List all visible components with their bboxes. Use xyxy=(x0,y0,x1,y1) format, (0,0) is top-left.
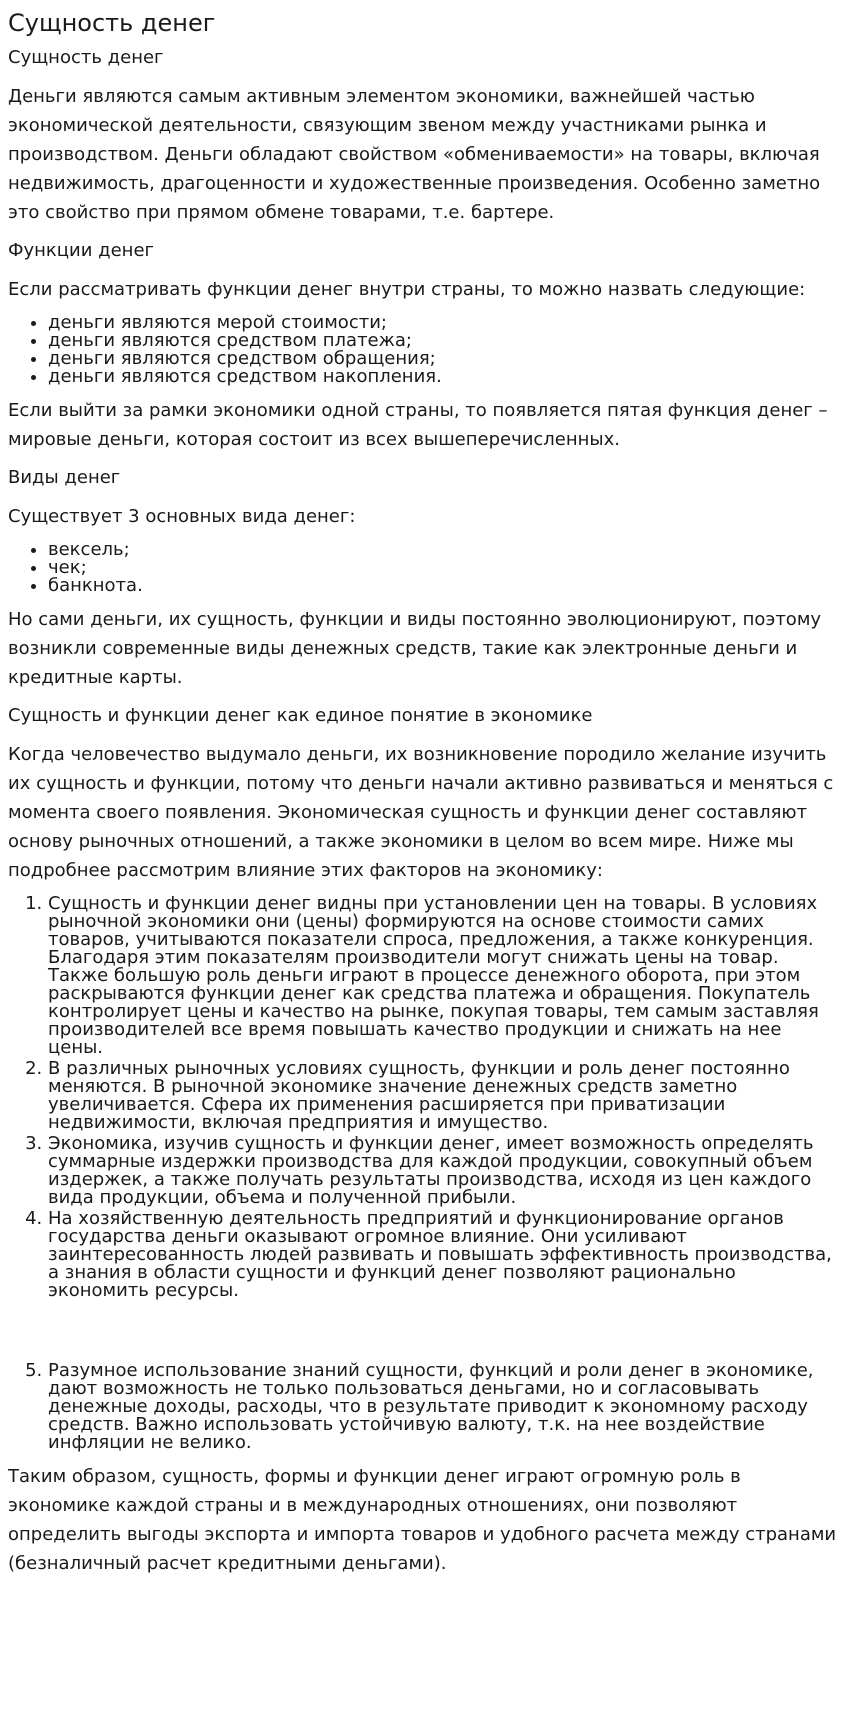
list-item: • деньги являются средством платежа; xyxy=(48,332,839,350)
list-item: 1. Сущность и функции денег видны при установлении цен на товары. В условиях рыночной экономики они (цены) формируются на основе стоимости самих товаров, учитываются показатели спроса, предложения, а также конкуренция. Благодаря этим показателям производители могут снижать цены на товар. Также большую роль деньги играют в процессе денежного оборота, при этом раскрываются функции денег как средства платежа и обращения. Покупатель контролирует цены и качество на рынке, покупая товары, тем самым заставляя производителей все время повышать качество продукции и снижать на нее цены. xyxy=(48,895,839,1057)
paragraph-types-intro: Существует 3 основных вида денег: xyxy=(8,506,356,527)
paragraph-conclusion: Таким образом, сущность, формы и функции денег играют огромную роль в экономике каждой страны и в международных отношениях, они позволяют определить выгоды экспорта и импорта товаров и удобного расчета между странами (безналичный расчет кредитными деньгами). xyxy=(8,1466,837,1574)
list-item: 4. На хозяйственную деятельность предприятий и функционирование органов государства деньги оказывают огромное влияние. Они усиливают заинтересованность людей развивать и повышать эффективность производства, а знания в области сущности и функций денег позволяют рационально экономить ресурсы. xyxy=(48,1210,839,1300)
paragraph-essence: Деньги являются самым активным элементом экономики, важнейшей частью экономической деятельности, связующим звеном между участниками рынка и производством. Деньги обладают свойством «обмениваемости» на товары, включая недвижимость, драгоценности и художественные произведения. Особенно заметно это свойство при прямом обмене товарами, т.е. бартере. xyxy=(8,86,821,223)
section-heading-unified: Сущность и функции денег как единое понятие в экономике xyxy=(8,705,593,726)
paragraph-types-outro: Но сами деньги, их сущность, функции и виды постоянно эволюционируют, поэтому возникли современные виды денежных средств, такие как электронные деньги и кредитные карты. xyxy=(8,609,822,688)
list-item: • деньги являются средством обращения; xyxy=(48,350,839,368)
impact-list xyxy=(8,895,839,1452)
paragraph-unified-intro: Когда человечество выдумало деньги, их возникновение породило желание изучить их сущность и функции, потому что деньги начали активно развиваться и меняться с момента своего появления. Экономическая сущность и функции денег составляют основу рыночных отношений, а также экономики в целом во всем мире. Ниже мы подробнее рассмотрим влияние этих факторов на экономику: xyxy=(8,744,834,881)
section-heading-types: Виды денег xyxy=(8,467,121,488)
types-list xyxy=(8,541,839,595)
functions-list xyxy=(8,314,839,386)
list-item: 5. Разумное использование знаний сущности, функций и роли денег в экономике, дают возможность не только пользоваться деньгами, но и согласовывать денежные доходы, расходы, что в результате приводит к экономному расходу средств. Важно использовать устойчивую валюту, т.к. на нее воздействие инфляции не велико. xyxy=(48,1362,839,1452)
section-heading-functions: Функции денег xyxy=(8,240,154,261)
section-heading-essence: Сущность денег xyxy=(8,47,164,68)
paragraph-functions-outro: Если выйти за рамки экономики одной страны, то появляется пятая функция денег – мировые деньги, которая состоит из всех вышеперечисленных. xyxy=(8,400,828,450)
list-item: 3. Экономика, изучив сущность и функции денег, имеет возможность определять суммарные издержки производства для каждой продукции, совокупный объем издержек, а также получать результаты производства, исходя из цен каждого вида продукции, объема и полученной прибыли. xyxy=(48,1135,839,1207)
list-item: • деньги являются мерой стоимости; xyxy=(48,314,839,332)
list-item: • банкнота. xyxy=(48,577,839,595)
list-item: • вексель; xyxy=(48,541,839,559)
paragraph-functions-intro: Если рассматривать функции денег внутри страны, то можно назвать следующие: xyxy=(8,279,806,300)
list-item: 2. В различных рыночных условиях сущность, функции и роль денег постоянно меняются. В рыночной экономике значение денежных средств заметно увеличивается. Сфера их применения расширяется при приватизации недвижимости, включая предприятия и имущество. xyxy=(48,1060,839,1132)
page-title: Сущность денег xyxy=(8,9,216,37)
list-item: • деньги являются средством накопления. xyxy=(48,368,839,386)
list-item: • чек; xyxy=(48,559,839,577)
